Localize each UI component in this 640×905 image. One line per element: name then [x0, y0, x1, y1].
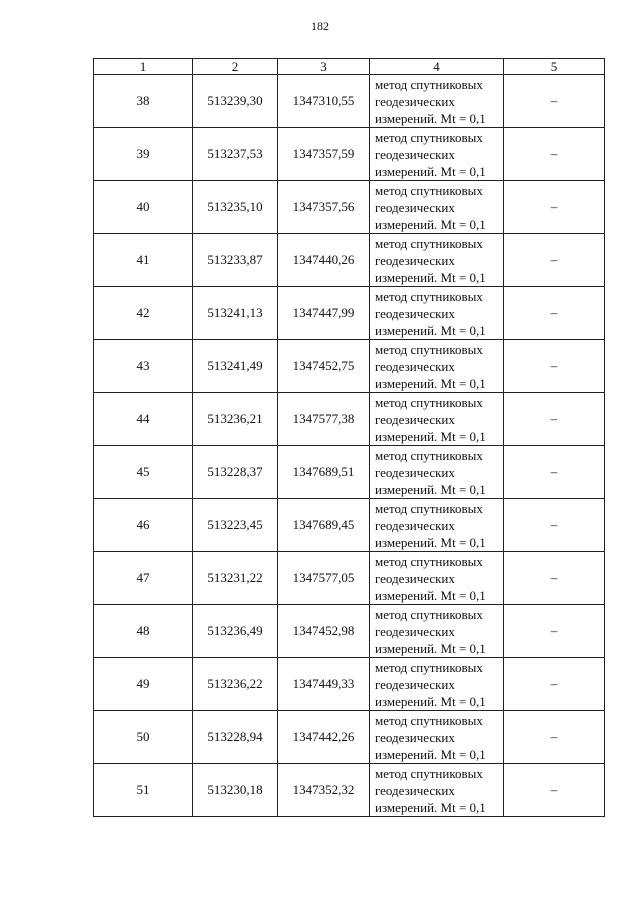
point-number-cell: 40: [94, 181, 193, 234]
point-number-cell: 38: [94, 75, 193, 128]
method-cell: [370, 658, 504, 711]
method-line: метод спутниковых: [375, 288, 483, 304]
method-line: геодезических: [375, 199, 455, 215]
table-row: [94, 552, 605, 605]
method-line: метод спутниковых: [375, 712, 483, 728]
method-line: геодезических: [375, 305, 455, 321]
coordinate-x-cell: 513230,18: [193, 764, 278, 817]
note-cell: –: [504, 552, 605, 605]
method-line: метод спутниковых: [375, 76, 483, 92]
method-cell: [370, 393, 504, 446]
coordinate-x-cell: 513241,49: [193, 340, 278, 393]
method-line: измерений. Mt = 0,1: [375, 110, 486, 126]
method-line: геодезических: [375, 729, 455, 745]
table-row: [94, 446, 605, 499]
method-line: метод спутниковых: [375, 394, 483, 410]
table-row: [94, 393, 605, 446]
point-number-cell: 44: [94, 393, 193, 446]
method-line: геодезических: [375, 676, 455, 692]
table-row: [94, 764, 605, 817]
note-cell: –: [504, 605, 605, 658]
method-line: метод спутниковых: [375, 447, 483, 463]
method-cell: [370, 75, 504, 128]
coordinate-x-cell: 513239,30: [193, 75, 278, 128]
method-line: измерений. Mt = 0,1: [375, 163, 486, 179]
table-row: [94, 75, 605, 128]
coordinate-y-cell: 1347452,98: [278, 605, 370, 658]
table-row: [94, 658, 605, 711]
method-line: измерений. Mt = 0,1: [375, 587, 486, 603]
coordinate-y-cell: 1347449,33: [278, 658, 370, 711]
note-cell: –: [504, 75, 605, 128]
note-cell: –: [504, 711, 605, 764]
coordinate-y-cell: 1347447,99: [278, 287, 370, 340]
coordinate-x-cell: 513231,22: [193, 552, 278, 605]
table-row: [94, 711, 605, 764]
method-line: метод спутниковых: [375, 182, 483, 198]
method-cell: [370, 287, 504, 340]
header-cell-1: 1: [94, 59, 193, 75]
method-line: метод спутниковых: [375, 553, 483, 569]
coordinate-x-cell: 513228,94: [193, 711, 278, 764]
coordinate-x-cell: 513236,49: [193, 605, 278, 658]
point-number-cell: 42: [94, 287, 193, 340]
method-line: измерений. Mt = 0,1: [375, 375, 486, 391]
page-number: 182: [311, 19, 329, 33]
method-cell: [370, 764, 504, 817]
method-line: геодезических: [375, 782, 455, 798]
method-cell: [370, 711, 504, 764]
coordinate-y-cell: 1347310,55: [278, 75, 370, 128]
note-cell: –: [504, 764, 605, 817]
method-line: геодезических: [375, 146, 455, 162]
method-cell: [370, 499, 504, 552]
coordinate-x-cell: 513235,10: [193, 181, 278, 234]
coordinate-y-cell: 1347689,51: [278, 446, 370, 499]
method-line: измерений. Mt = 0,1: [375, 428, 486, 444]
coordinate-y-cell: 1347577,05: [278, 552, 370, 605]
method-cell: [370, 340, 504, 393]
note-cell: –: [504, 234, 605, 287]
point-number-cell: 47: [94, 552, 193, 605]
note-cell: –: [504, 340, 605, 393]
method-line: измерений. Mt = 0,1: [375, 322, 486, 338]
method-line: метод спутниковых: [375, 129, 483, 145]
point-number-cell: 46: [94, 499, 193, 552]
method-line: метод спутниковых: [375, 341, 483, 357]
coordinate-y-cell: 1347357,59: [278, 128, 370, 181]
note-cell: –: [504, 181, 605, 234]
method-line: геодезических: [375, 623, 455, 639]
note-cell: –: [504, 446, 605, 499]
method-line: измерений. Mt = 0,1: [375, 640, 486, 656]
note-cell: –: [504, 393, 605, 446]
method-line: геодезических: [375, 570, 455, 586]
method-line: метод спутниковых: [375, 235, 483, 251]
method-line: метод спутниковых: [375, 606, 483, 622]
method-line: геодезических: [375, 252, 455, 268]
coordinate-x-cell: 513241,13: [193, 287, 278, 340]
method-line: геодезических: [375, 411, 455, 427]
coordinates-table: [93, 58, 605, 817]
table-body: [94, 75, 605, 817]
point-number-cell: 48: [94, 605, 193, 658]
coordinate-y-cell: 1347577,38: [278, 393, 370, 446]
table-row: [94, 605, 605, 658]
method-line: метод спутниковых: [375, 659, 483, 675]
method-cell: [370, 446, 504, 499]
table-row: [94, 181, 605, 234]
header-row: [94, 59, 605, 75]
coordinate-y-cell: 1347452,75: [278, 340, 370, 393]
point-number-cell: 50: [94, 711, 193, 764]
method-line: геодезических: [375, 517, 455, 533]
point-number-cell: 41: [94, 234, 193, 287]
method-line: метод спутниковых: [375, 500, 483, 516]
table-row: [94, 128, 605, 181]
header-cell-3: 3: [278, 59, 370, 75]
note-cell: –: [504, 499, 605, 552]
coordinate-y-cell: 1347352,32: [278, 764, 370, 817]
coordinate-y-cell: 1347357,56: [278, 181, 370, 234]
method-line: геодезических: [375, 93, 455, 109]
coordinate-y-cell: 1347442,26: [278, 711, 370, 764]
method-line: геодезических: [375, 358, 455, 374]
table-row: [94, 287, 605, 340]
coordinate-x-cell: 513237,53: [193, 128, 278, 181]
method-line: измерений. Mt = 0,1: [375, 534, 486, 550]
coordinate-y-cell: 1347689,45: [278, 499, 370, 552]
method-cell: [370, 552, 504, 605]
header-cell-2: 2: [193, 59, 278, 75]
method-cell: [370, 181, 504, 234]
point-number-cell: 39: [94, 128, 193, 181]
note-cell: –: [504, 287, 605, 340]
table-row: [94, 234, 605, 287]
table-row: [94, 340, 605, 393]
coordinate-x-cell: 513228,37: [193, 446, 278, 499]
method-line: метод спутниковых: [375, 765, 483, 781]
note-cell: –: [504, 658, 605, 711]
point-number-cell: 49: [94, 658, 193, 711]
method-line: геодезических: [375, 464, 455, 480]
coordinate-x-cell: 513236,22: [193, 658, 278, 711]
table-row: [94, 499, 605, 552]
coordinate-x-cell: 513223,45: [193, 499, 278, 552]
method-cell: [370, 128, 504, 181]
method-line: измерений. Mt = 0,1: [375, 481, 486, 497]
header-cell-5: 5: [504, 59, 605, 75]
coordinate-y-cell: 1347440,26: [278, 234, 370, 287]
header-cell-4: 4: [370, 59, 504, 75]
method-line: измерений. Mt = 0,1: [375, 216, 486, 232]
point-number-cell: 43: [94, 340, 193, 393]
method-cell: [370, 234, 504, 287]
coordinate-x-cell: 513233,87: [193, 234, 278, 287]
point-number-cell: 45: [94, 446, 193, 499]
point-number-cell: 51: [94, 764, 193, 817]
method-cell: [370, 605, 504, 658]
method-line: измерений. Mt = 0,1: [375, 799, 486, 815]
method-line: измерений. Mt = 0,1: [375, 746, 486, 762]
method-line: измерений. Mt = 0,1: [375, 693, 486, 709]
coordinate-x-cell: 513236,21: [193, 393, 278, 446]
table-header: [94, 59, 605, 75]
note-cell: –: [504, 128, 605, 181]
method-line: измерений. Mt = 0,1: [375, 269, 486, 285]
